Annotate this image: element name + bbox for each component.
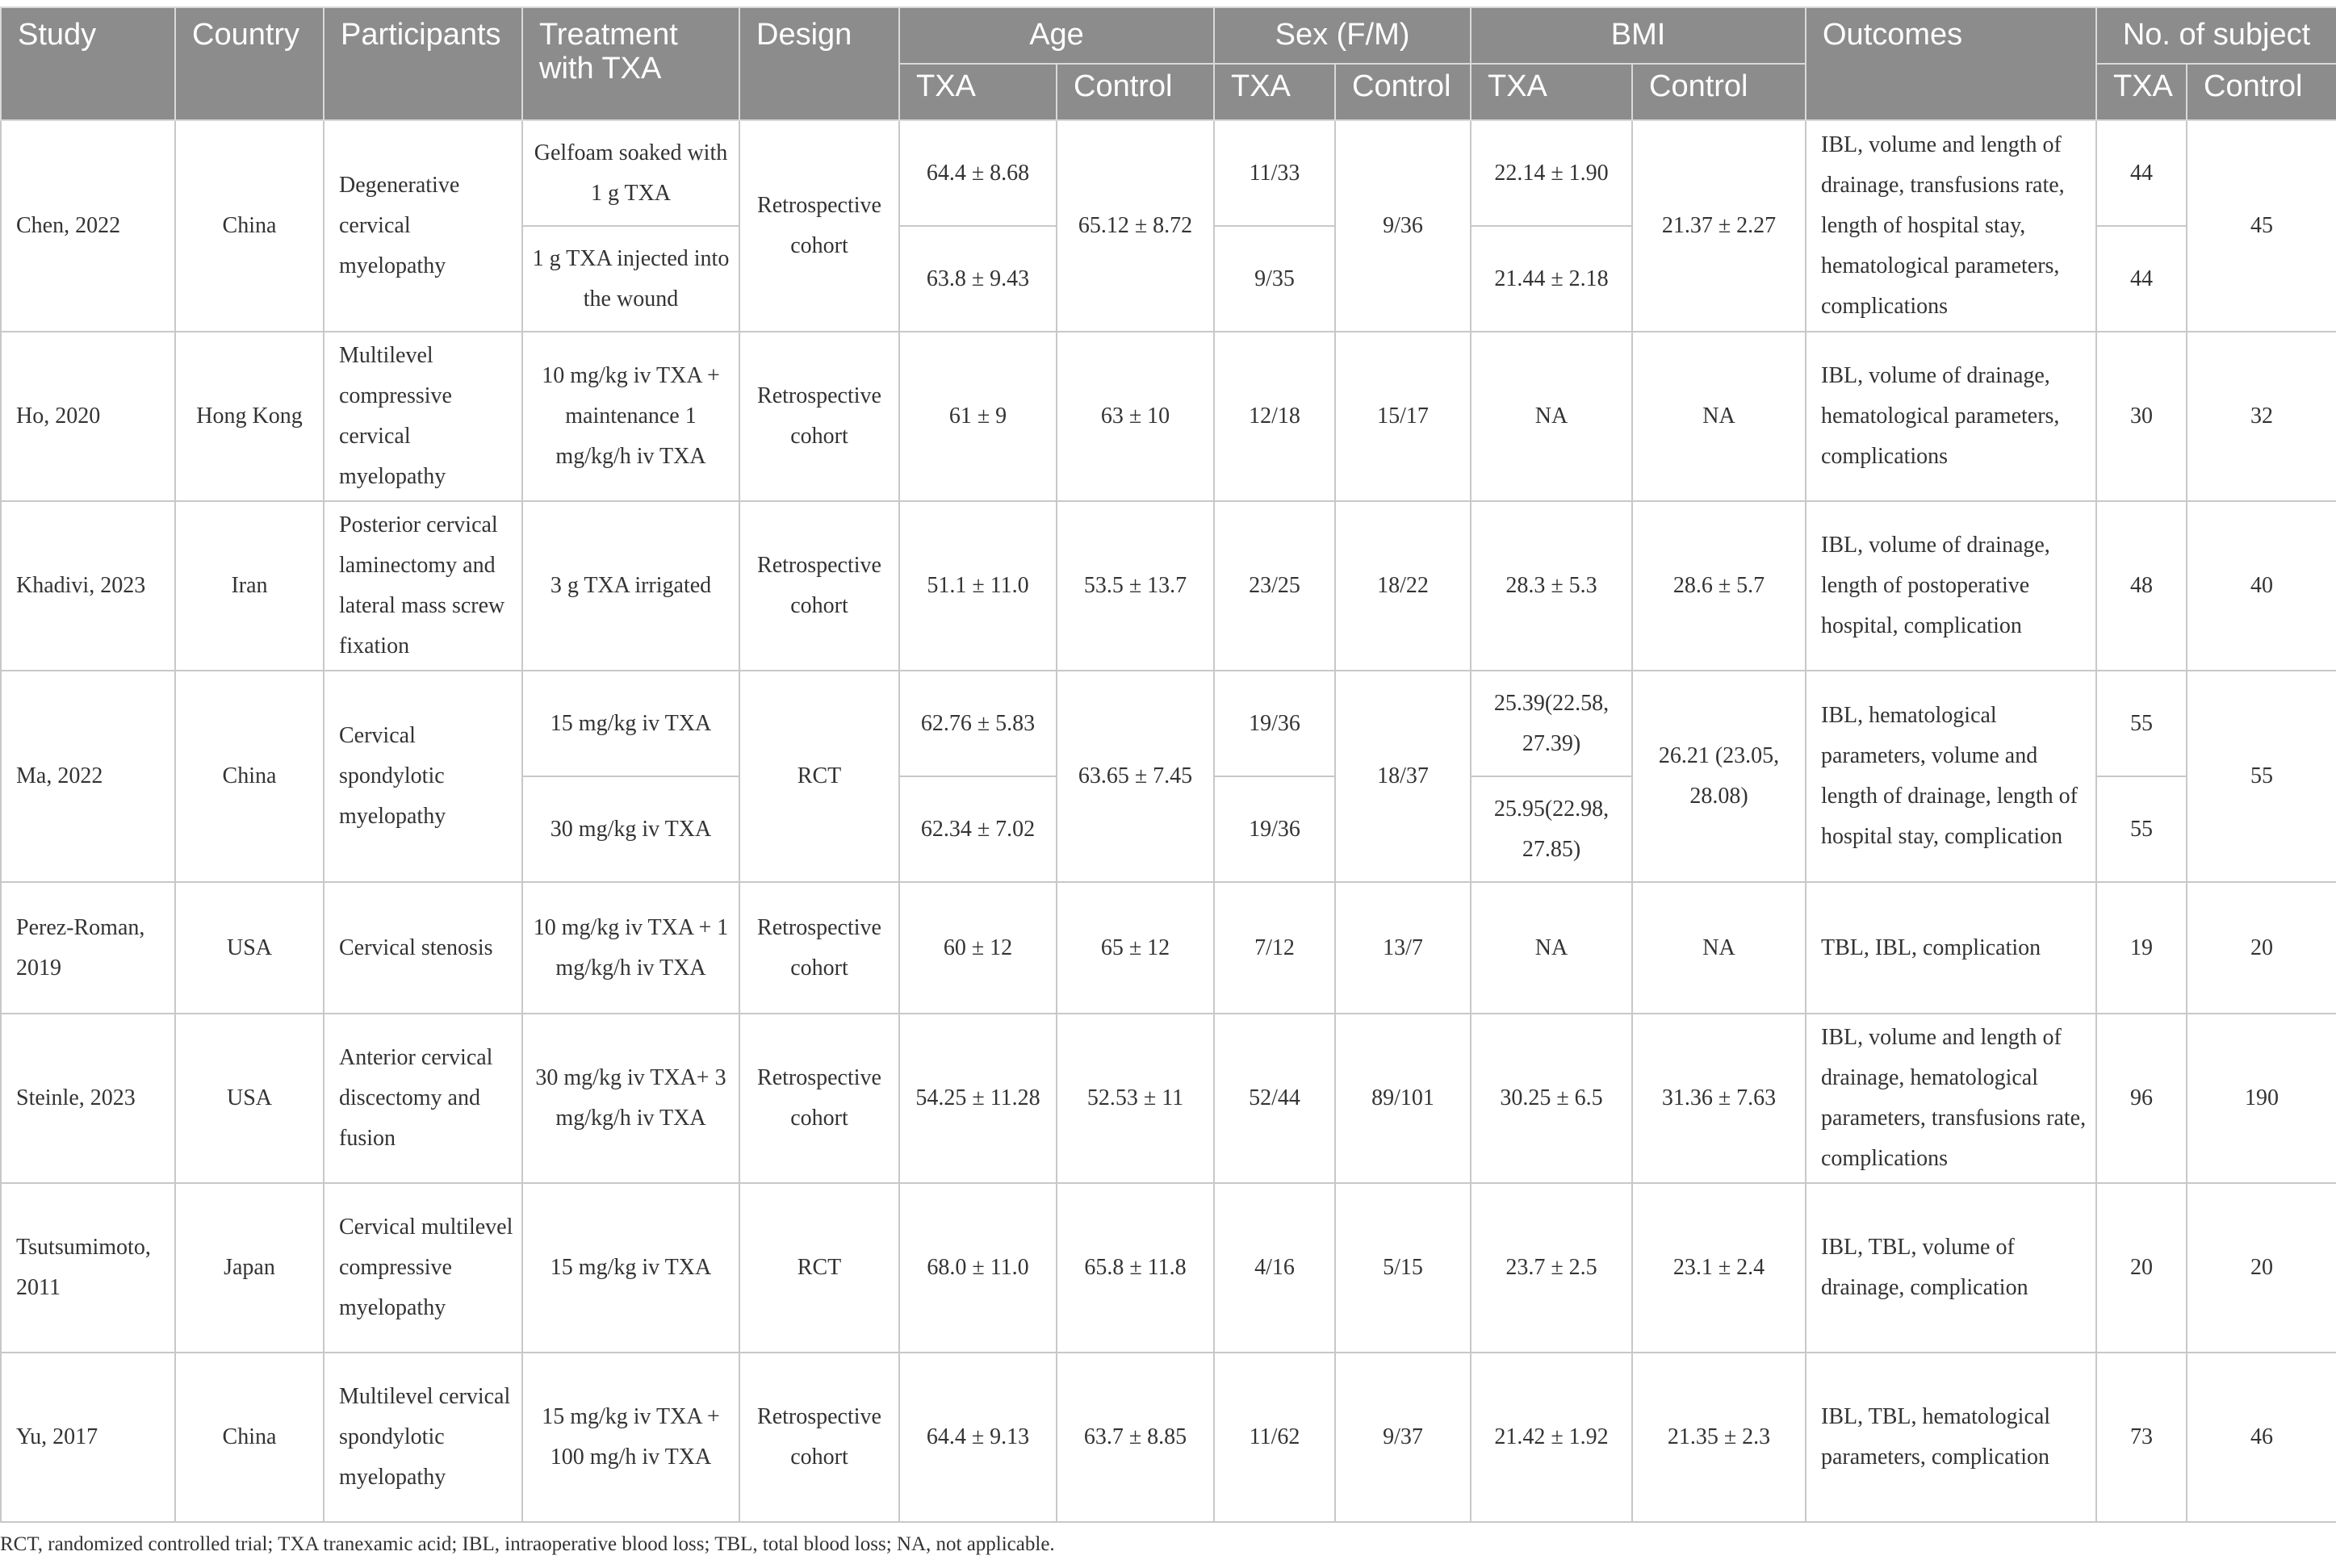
cell-participants: Cervical spondylotic myelopathy — [324, 671, 522, 882]
cell-sex-control: 9/37 — [1335, 1353, 1471, 1522]
cell-n-txa: 48 — [2096, 501, 2187, 671]
cell-bmi-control: NA — [1632, 882, 1806, 1014]
cell-age-control: 65.8 ± 11.8 — [1057, 1183, 1214, 1353]
cell-sex-control: 9/36 — [1335, 120, 1471, 332]
cell-n-control: 20 — [2187, 882, 2336, 1014]
cell-sex-control: 18/37 — [1335, 671, 1471, 882]
cell-sex-txa: 7/12 — [1214, 882, 1335, 1014]
cell-bmi-txa: 25.95(22.98, 27.85) — [1471, 776, 1632, 882]
subheader-subjects-control: Control — [2187, 64, 2336, 120]
header-participants: Participants — [324, 7, 522, 120]
cell-bmi-txa: 22.14 ± 1.90 — [1471, 120, 1632, 226]
table-row — [1, 1014, 2336, 1183]
cell-study: Ho, 2020 — [1, 332, 175, 501]
cell-sex-txa: 9/35 — [1214, 226, 1335, 332]
cell-n-txa: 55 — [2096, 776, 2187, 882]
cell-age-txa: 64.4 ± 9.13 — [899, 1353, 1057, 1522]
cell-sex-txa: 12/18 — [1214, 332, 1335, 501]
cell-age-txa: 60 ± 12 — [899, 882, 1057, 1014]
cell-participants: Posterior cervical laminectomy and lateral mass screw fixation — [324, 501, 522, 671]
cell-design: Retrospective cohort — [739, 1353, 899, 1522]
cell-country: Hong Kong — [175, 332, 324, 501]
cell-treatment: 3 g TXA irrigated — [522, 501, 739, 671]
cell-treatment: 30 mg/kg iv TXA — [522, 776, 739, 882]
cell-country: USA — [175, 882, 324, 1014]
cell-treatment: 15 mg/kg iv TXA — [522, 1183, 739, 1353]
cell-country: Japan — [175, 1183, 324, 1353]
cell-participants: Cervical multilevel compressive myelopathy — [324, 1183, 522, 1353]
cell-treatment: Gelfoam soaked with 1 g TXA — [522, 120, 739, 226]
cell-design: Retrospective cohort — [739, 501, 899, 671]
cell-sex-control: 18/22 — [1335, 501, 1471, 671]
cell-study: Perez-Roman, 2019 — [1, 882, 175, 1014]
cell-age-control: 52.53 ± 11 — [1057, 1014, 1214, 1183]
cell-outcomes: IBL, TBL, hematological parameters, complication — [1806, 1353, 2096, 1522]
header-outcomes: Outcomes — [1806, 7, 2096, 120]
cell-n-control: 45 — [2187, 120, 2336, 332]
cell-sex-txa: 11/33 — [1214, 120, 1335, 226]
header-sex: Sex (F/M) — [1214, 7, 1471, 64]
header-bmi: BMI — [1471, 7, 1806, 64]
header-design: Design — [739, 7, 899, 120]
header-subjects: No. of subject — [2096, 7, 2336, 64]
cell-age-control: 65.12 ± 8.72 — [1057, 120, 1214, 332]
cell-age-txa: 64.4 ± 8.68 — [899, 120, 1057, 226]
cell-study: Steinle, 2023 — [1, 1014, 175, 1183]
cell-bmi-txa: 21.44 ± 2.18 — [1471, 226, 1632, 332]
subheader-age-txa: TXA — [899, 64, 1057, 120]
table-row — [1, 882, 2336, 1014]
cell-n-txa: 44 — [2096, 226, 2187, 332]
table-container — [0, 6, 2336, 1523]
table-row — [1, 1183, 2336, 1353]
cell-bmi-control: 31.36 ± 7.63 — [1632, 1014, 1806, 1183]
cell-outcomes: IBL, volume and length of drainage, hematological parameters, transfusions rate, complications — [1806, 1014, 2096, 1183]
cell-treatment: 30 mg/kg iv TXA+ 3 mg/kg/h iv TXA — [522, 1014, 739, 1183]
cell-treatment: 10 mg/kg iv TXA + maintenance 1 mg/kg/h iv TXA — [522, 332, 739, 501]
cell-outcomes: IBL, TBL, volume of drainage, complication — [1806, 1183, 2096, 1353]
cell-sex-control: 13/7 — [1335, 882, 1471, 1014]
cell-bmi-txa: 25.39(22.58, 27.39) — [1471, 671, 1632, 776]
cell-treatment: 1 g TXA injected into the wound — [522, 226, 739, 332]
table-row — [1, 501, 2336, 671]
cell-n-txa: 20 — [2096, 1183, 2187, 1353]
subheader-subjects-txa: TXA — [2096, 64, 2187, 120]
table-row — [1, 120, 2336, 226]
cell-design: Retrospective cohort — [739, 882, 899, 1014]
table-row — [1, 671, 2336, 776]
cell-sex-control: 5/15 — [1335, 1183, 1471, 1353]
cell-n-control: 46 — [2187, 1353, 2336, 1522]
cell-bmi-txa: NA — [1471, 882, 1632, 1014]
cell-n-txa: 30 — [2096, 332, 2187, 501]
subheader-age-control: Control — [1057, 64, 1214, 120]
cell-bmi-txa: 30.25 ± 6.5 — [1471, 1014, 1632, 1183]
cell-bmi-txa: NA — [1471, 332, 1632, 501]
cell-bmi-control: 23.1 ± 2.4 — [1632, 1183, 1806, 1353]
cell-n-control: 32 — [2187, 332, 2336, 501]
cell-n-txa: 96 — [2096, 1014, 2187, 1183]
header-country: Country — [175, 7, 324, 120]
subheader-bmi-control: Control — [1632, 64, 1806, 120]
cell-design: RCT — [739, 671, 899, 882]
cell-sex-txa: 52/44 — [1214, 1014, 1335, 1183]
cell-age-txa: 62.34 ± 7.02 — [899, 776, 1057, 882]
cell-age-control: 53.5 ± 13.7 — [1057, 501, 1214, 671]
table-row — [1, 1353, 2336, 1522]
cell-sex-txa: 19/36 — [1214, 776, 1335, 882]
cell-study: Tsutsumimoto, 2011 — [1, 1183, 175, 1353]
cell-treatment: 10 mg/kg iv TXA + 1 mg/kg/h iv TXA — [522, 882, 739, 1014]
cell-age-control: 65 ± 12 — [1057, 882, 1214, 1014]
cell-design: Retrospective cohort — [739, 332, 899, 501]
cell-participants: Degenerative cervical myelopathy — [324, 120, 522, 332]
cell-participants: Cervical stenosis — [324, 882, 522, 1014]
cell-bmi-txa: 28.3 ± 5.3 — [1471, 501, 1632, 671]
table-footnote: RCT, randomized controlled trial; TXA tranexamic acid; IBL, intraoperative blood loss; TBL, total blood loss; NA, not applicable. — [0, 1533, 1055, 1555]
cell-sex-txa: 23/25 — [1214, 501, 1335, 671]
cell-country: Iran — [175, 501, 324, 671]
subheader-sex-txa: TXA — [1214, 64, 1335, 120]
cell-bmi-control: 28.6 ± 5.7 — [1632, 501, 1806, 671]
cell-participants: Multilevel compressive cervical myelopathy — [324, 332, 522, 501]
subheader-sex-control: Control — [1335, 64, 1471, 120]
cell-n-txa: 19 — [2096, 882, 2187, 1014]
cell-bmi-control: 26.21 (23.05, 28.08) — [1632, 671, 1806, 882]
cell-n-txa: 55 — [2096, 671, 2187, 776]
cell-bmi-control: NA — [1632, 332, 1806, 501]
cell-n-control: 190 — [2187, 1014, 2336, 1183]
cell-design: Retrospective cohort — [739, 120, 899, 332]
cell-participants: Anterior cervical discectomy and fusion — [324, 1014, 522, 1183]
cell-country: USA — [175, 1014, 324, 1183]
cell-outcomes: IBL, volume and length of drainage, transfusions rate, length of hospital stay, hematological parameters, complications — [1806, 120, 2096, 332]
cell-country: China — [175, 671, 324, 882]
cell-age-control: 63.65 ± 7.45 — [1057, 671, 1214, 882]
cell-n-control: 20 — [2187, 1183, 2336, 1353]
cell-age-txa: 61 ± 9 — [899, 332, 1057, 501]
cell-age-txa: 51.1 ± 11.0 — [899, 501, 1057, 671]
cell-bmi-txa: 23.7 ± 2.5 — [1471, 1183, 1632, 1353]
subheader-bmi-txa: TXA — [1471, 64, 1632, 120]
cell-participants: Multilevel cervical spondylotic myelopathy — [324, 1353, 522, 1522]
cell-outcomes: IBL, volume of drainage, length of postoperative hospital, complication — [1806, 501, 2096, 671]
cell-sex-txa: 11/62 — [1214, 1353, 1335, 1522]
cell-study: Chen, 2022 — [1, 120, 175, 332]
cell-study: Khadivi, 2023 — [1, 501, 175, 671]
cell-age-control: 63.7 ± 8.85 — [1057, 1353, 1214, 1522]
cell-age-txa: 68.0 ± 11.0 — [899, 1183, 1057, 1353]
cell-study: Ma, 2022 — [1, 671, 175, 882]
cell-sex-txa: 4/16 — [1214, 1183, 1335, 1353]
cell-outcomes: IBL, volume of drainage, hematological parameters, complications — [1806, 332, 2096, 501]
cell-design: RCT — [739, 1183, 899, 1353]
cell-age-txa: 54.25 ± 11.28 — [899, 1014, 1057, 1183]
characteristics-table — [0, 6, 2336, 1523]
cell-n-txa: 44 — [2096, 120, 2187, 226]
header-treatment: Treatment with TXA — [522, 7, 739, 120]
cell-sex-txa: 19/36 — [1214, 671, 1335, 776]
cell-treatment: 15 mg/kg iv TXA + 100 mg/h iv TXA — [522, 1353, 739, 1522]
cell-n-txa: 73 — [2096, 1353, 2187, 1522]
cell-age-txa: 63.8 ± 9.43 — [899, 226, 1057, 332]
cell-design: Retrospective cohort — [739, 1014, 899, 1183]
cell-n-control: 40 — [2187, 501, 2336, 671]
cell-sex-control: 89/101 — [1335, 1014, 1471, 1183]
cell-country: China — [175, 120, 324, 332]
cell-study: Yu, 2017 — [1, 1353, 175, 1522]
cell-outcomes: TBL, IBL, complication — [1806, 882, 2096, 1014]
cell-sex-control: 15/17 — [1335, 332, 1471, 501]
cell-bmi-control: 21.35 ± 2.3 — [1632, 1353, 1806, 1522]
header-study: Study — [1, 7, 175, 120]
cell-country: China — [175, 1353, 324, 1522]
table-row — [1, 332, 2336, 501]
header-age: Age — [899, 7, 1214, 64]
cell-bmi-control: 21.37 ± 2.27 — [1632, 120, 1806, 332]
cell-age-txa: 62.76 ± 5.83 — [899, 671, 1057, 776]
cell-outcomes: IBL, hematological parameters, volume and length of drainage, length of hospital stay, complication — [1806, 671, 2096, 882]
cell-n-control: 55 — [2187, 671, 2336, 882]
cell-age-control: 63 ± 10 — [1057, 332, 1214, 501]
cell-treatment: 15 mg/kg iv TXA — [522, 671, 739, 776]
cell-bmi-txa: 21.42 ± 1.92 — [1471, 1353, 1632, 1522]
